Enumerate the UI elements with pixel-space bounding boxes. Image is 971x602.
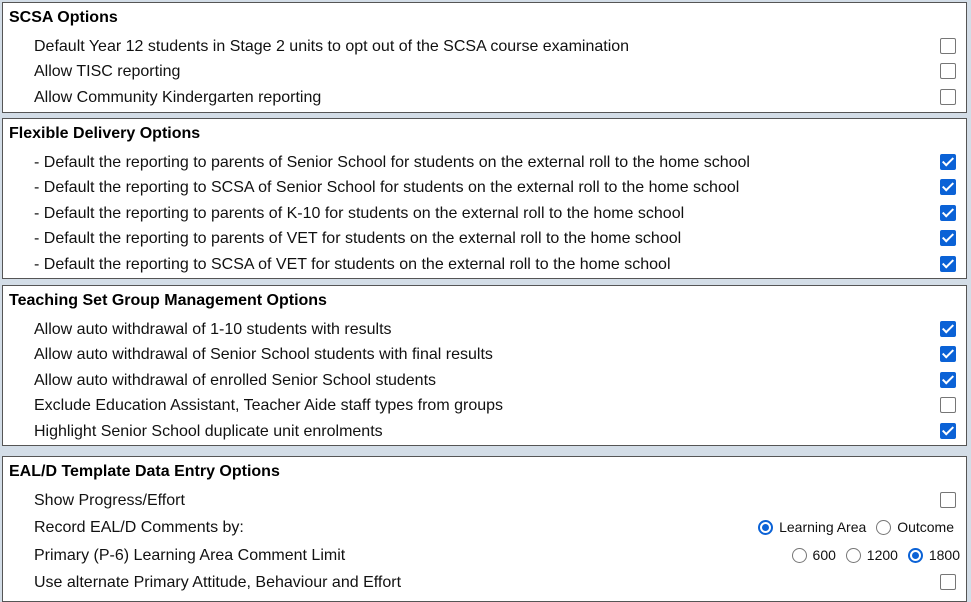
alternate-primary-checkbox[interactable] bbox=[940, 574, 956, 590]
radio-learning-area[interactable] bbox=[758, 519, 866, 535]
radio-outcome[interactable] bbox=[876, 519, 954, 535]
option-label: - Default the reporting to SCSA of VET for students on the external roll to the home school bbox=[34, 256, 671, 273]
option-label: Allow TISC reporting bbox=[34, 63, 181, 80]
option-label: Allow auto withdrawal of enrolled Senior School students bbox=[34, 372, 437, 389]
radio-button[interactable] bbox=[876, 520, 891, 535]
option-label: Allow Community Kindergarten reporting bbox=[34, 89, 322, 106]
parents-senior-school-checkbox[interactable] bbox=[940, 154, 956, 170]
option-row bbox=[3, 489, 966, 515]
section-title: Flexible Delivery Options bbox=[9, 125, 201, 142]
option-label: - Default the reporting to SCSA of Senior School for students on the external roll to the home school bbox=[34, 179, 740, 196]
tisc-reporting-checkbox[interactable] bbox=[940, 63, 956, 79]
parents-vet-checkbox[interactable] bbox=[940, 230, 956, 246]
option-label: - Default the reporting to parents of Senior School for students on the external roll to the home school bbox=[34, 154, 750, 171]
option-row bbox=[3, 420, 966, 446]
option-row bbox=[3, 60, 966, 86]
option-row bbox=[3, 369, 966, 395]
parents-k10-checkbox[interactable] bbox=[940, 205, 956, 221]
radio-600[interactable] bbox=[792, 547, 836, 563]
radio-label: 1800 bbox=[928, 547, 960, 563]
option-label: - Default the reporting to parents of VET for students on the external roll to the home school bbox=[34, 230, 682, 247]
option-label: Highlight Senior School duplicate unit enrolments bbox=[34, 423, 383, 440]
option-row bbox=[3, 35, 966, 61]
radio-button[interactable] bbox=[846, 548, 861, 563]
radio-label: Outcome bbox=[897, 519, 954, 535]
option-row bbox=[3, 253, 966, 279]
radio-button[interactable] bbox=[792, 548, 807, 563]
scsa-vet-checkbox[interactable] bbox=[940, 256, 956, 272]
section-title: EAL/D Template Data Entry Options bbox=[9, 463, 280, 480]
option-label: Allow auto withdrawal of Senior School students with final results bbox=[34, 346, 493, 363]
comment-limit-radio-group bbox=[786, 547, 960, 566]
withdraw-senior-final-checkbox[interactable] bbox=[940, 346, 956, 362]
show-progress-checkbox[interactable] bbox=[940, 492, 956, 508]
option-label: Use alternate Primary Attitude, Behaviour and Effort bbox=[34, 574, 402, 591]
option-row bbox=[3, 516, 966, 542]
option-label: Show Progress/Effort bbox=[34, 492, 185, 509]
radio-1800[interactable] bbox=[908, 547, 960, 563]
option-row bbox=[3, 571, 966, 597]
option-label: Primary (P-6) Learning Area Comment Limit bbox=[34, 547, 346, 564]
option-label: Exclude Education Assistant, Teacher Aide staff types from groups bbox=[34, 397, 504, 414]
option-label: Record EAL/D Comments by: bbox=[34, 519, 244, 536]
radio-button[interactable] bbox=[908, 548, 923, 563]
scsa-senior-school-checkbox[interactable] bbox=[940, 179, 956, 195]
option-row bbox=[3, 318, 966, 344]
flexible-delivery-section bbox=[2, 118, 967, 279]
option-row bbox=[3, 343, 966, 369]
radio-label: 1200 bbox=[866, 547, 898, 563]
community-kindergarten-checkbox[interactable] bbox=[940, 89, 956, 105]
scsa-options-section bbox=[2, 2, 967, 113]
option-row bbox=[3, 151, 966, 177]
option-label: Allow auto withdrawal of 1-10 students with results bbox=[34, 321, 392, 338]
option-row bbox=[3, 227, 966, 253]
section-title: Teaching Set Group Management Options bbox=[9, 292, 327, 309]
radio-label: Learning Area bbox=[779, 519, 867, 535]
eald-section bbox=[2, 456, 967, 602]
withdraw-1-10-checkbox[interactable] bbox=[940, 321, 956, 337]
withdraw-senior-enrolled-checkbox[interactable] bbox=[940, 372, 956, 388]
option-row bbox=[3, 86, 966, 112]
radio-label: 600 bbox=[812, 547, 836, 563]
teaching-set-section bbox=[2, 285, 967, 446]
radio-button[interactable] bbox=[758, 520, 773, 535]
opt-out-exam-checkbox[interactable] bbox=[940, 38, 956, 54]
option-row bbox=[3, 202, 966, 228]
exclude-assistant-checkbox[interactable] bbox=[940, 397, 956, 413]
option-row bbox=[3, 394, 966, 420]
option-row bbox=[3, 176, 966, 202]
highlight-duplicate-checkbox[interactable] bbox=[940, 423, 956, 439]
option-label: Default Year 12 students in Stage 2 units to opt out of the SCSA course examination bbox=[34, 38, 630, 55]
option-row bbox=[3, 544, 966, 570]
radio-1200[interactable] bbox=[846, 547, 898, 563]
section-title: SCSA Options bbox=[9, 9, 118, 26]
record-comments-radio-group bbox=[752, 519, 954, 538]
option-label: - Default the reporting to parents of K-10 for students on the external roll to the home school bbox=[34, 205, 685, 222]
